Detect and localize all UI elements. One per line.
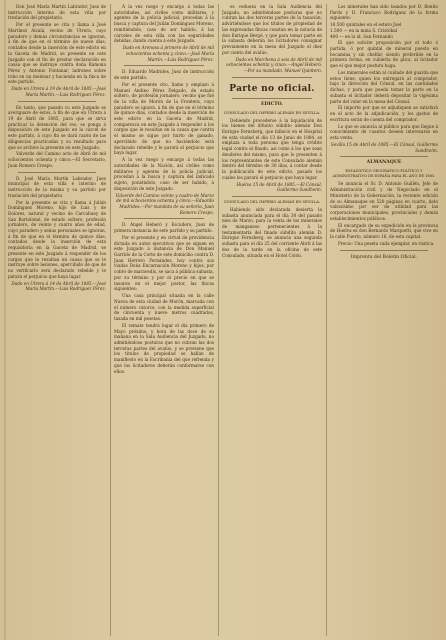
paragraph: Por la presente se cita y llama á Julián Domínguez Moreno, hijo de Luis y de Dolores, natural y vecino de Carcabuey de San Bartolomé, de estado soltero, profesión jornalero, de veinte y cuatro años de edad, cuyo paradero y señas personales se ignoran, á fin de que en el término de quince días, contados desde la inserción de esta requisitoria en la Gaceta de Madrid, se presente en este Juzgado á responder de los cargos que le resultan en causa que se le instruye sobre lesiones, apercibido de que de no verificarlo será declarado rebelde y le parará el perjuicio que haya lugar. (8, 199, 106, 279)
paragraph: Debiendo procederse á la liquidación de los bienes del difunto súbdito alemán Don Enrique Fernsberg, que falleció en el Hospital de esta ciudad el día 13 de Junio de 1884, se emplaza á toda persona que tenga crédito legal contra el finado, así como á los que sean deudores del mismo, para que lo presenten á los representantes de este Consulado alemán dentro del término de 30 días, á contar desde la publicación de este edicto, pasado los cuales les parará el perjuicio que haya lugar. (222, 117, 322, 180)
notice-subtitle: CONSULADO DEL IMPERIO ALEMÁN EN SEVILLA. (223, 199, 321, 204)
column-4 (330, 4, 438, 636)
paragraph: Á la vez ruego y encargo á todas las autoridades de la Nación, así civiles como militares y agentes de la policía judicial, procedan á la busca y captura del indicado sujeto, poniéndolo, caso de ser habido, á disposición de este Juzgado. (114, 157, 214, 191)
divider (124, 218, 204, 219)
notice-title: EDICTO. (260, 101, 284, 107)
column-2 (114, 4, 214, 636)
divider (124, 65, 204, 66)
signature: Dado en Marchena á seis de Abril de mil ochocientos ochenta y cinco.—Ángel Heberó.—Por su mandado, Manuel Quintero. (226, 56, 322, 73)
paragraph: El que solicite proposición por el todo ó partida, ó por quintal de mineral puesto en bocamina y sin chelfar, siendo preferible en la primera forma, en cubierta de plica, al licitador que el que mejor postura haga. (330, 40, 438, 69)
paragraph: Una casa principal situada en la calle Nueva de esta ciudad de Morón, marcada con el número catorce, con la medida superficial de cincuenta y nueve metros cuadrados, tasada en mil pesetas. (114, 293, 214, 321)
paragraph: D. José María Martín Labrador, Juez municipal de esta villa é interino de instrucción de la misma y su partido por traslación del propietario. (8, 175, 106, 198)
divider (232, 98, 312, 99)
paragraph: Lo que se anuncia al público para que llegue á conocimiento de cuantos deseen interesarse en esta venta. (330, 123, 438, 141)
table-cell: 1.500 — en la mina S. Cristóbal (330, 28, 398, 34)
paragraph: Á la vez ruego y encargo á todas las autoridades, así civiles como militares, y agentes de la policía judicial, procedan á la busca y captura del Julián Domínguez Moreno, remitiéndolo, caso de ser habido, á las cárceles de esta villa con las seguridades debidas, dando cuenta á este Juzgado. (114, 4, 214, 44)
notice-subtitle: ESTADÍSTICO GEOGRÁFICO-POLÍTICO Y ADMINISTRATIVO DE ESPAÑA PARA EL AÑO DE 1885. (332, 169, 436, 179)
column-rule (218, 4, 219, 636)
table-cell: 18.500 quintales en el estero Juel (330, 22, 402, 28)
notice-subtitle: CONSULADO DEL IMPERIO ALEMÁN EN SEVILLA. (223, 110, 321, 115)
paragraph: El importe por que se adjudiquen se satisfará en el acto de la adjudicación, y los gastos de escritura serán de cuenta del comprador. (330, 105, 438, 122)
section-heading: Parte no oficial. (229, 83, 315, 94)
divider (232, 77, 312, 78)
page-fold (4, 0, 6, 640)
column-1 (8, 4, 106, 636)
paragraph: En tanto, que pasado cu este Juzgado se averiguare de estos, á fin de que en Utrera á 19 de Abril de 1885, para que se sirva practicar la detención del reo, se ponga á disposición de este Juzgado en la cárcel de este partido, á cuyo fin se dará razón de las diligencias practicadas y su resultado para que se archive la presente en este Juzgado. (8, 104, 106, 150)
paragraph: Habiendo sido declarada desierta la subasta anunciada para el día 30 del pasado mes de Marzo, para la venta de los minerales de manganeso pertenecientes á la testamentaría del finado súbdito alemán D. Enrique Fernsberg, se anuncia una segunda subasta para el día 25 del corriente Abril á las dos de la tarde en la oficina de este Consulado, situada en el Hotel Colón. (222, 206, 322, 258)
table-cell: 400 — en la id. San Fernando (330, 34, 393, 40)
signature: Dado en Utrera á 19 de Abril de 1885.—José María Martín.—Luis Rodríguez Pérez. (11, 86, 106, 97)
printer-imprint: Imprenta del Boletín Oficial. (350, 254, 418, 260)
column-rule (110, 4, 111, 636)
signature: Dado en Arenosa á primero de Abril de mil ochocientos ochenta y cinco.—José María Martín.—Luis Rodríguez Pérez. (122, 45, 214, 62)
column-3 (222, 4, 322, 636)
paragraph: Precio: Una peseta cada ejemplar, en rústica. (338, 240, 435, 246)
paragraph: D. Ángel Heberó y Escudero, Juez de primera instancia de este partido y su partido. (114, 222, 214, 234)
column-rule (326, 4, 327, 636)
divider (340, 250, 428, 251)
paragraph: El remate tendrá lugar el día primero de Mayo próximo, y hora de las doce de su mañana en la Sala Audiencia del Juzgado, no admitiéndose posturas que no cubran las dos terceras partes del avalúo, y se previene que los títulos de propiedad se hallan de manifiesto en la Escribanía del que refrenda y que los licitadores deberán conformarse con ellos. (114, 322, 214, 374)
paragraph: Por el presente cito, llamo y emplazo á Manuel Andino Pérez Delgado, de estado soltero, de profesión jornalero, vecino que fué de la villa de Morón de la Frontera, cuyo paradero se ignora, á fin de que en el término de quince días, contados desde la inserción de este edicto en la Gaceta de Madrid, comparezca en este Juzgado á responder á los cargos que le resultan en la causa que contra el mismo se sigue por hurto de ganado, apercibido de que no haciéndolo será declarado rebelde y le parará el perjuicio que haya lugar. (114, 81, 214, 156)
divider (232, 196, 312, 197)
paragraph: Don José María Martín Labrador, Juez de instrucción interino de esta villa por treslación del propietario. (8, 4, 106, 21)
section-heading: ALMANAQUE (366, 160, 402, 166)
paragraph: D. Eduardo Madrides, Juez de instrucción de este partido. (114, 69, 214, 80)
divider (18, 101, 96, 102)
paragraph: Se anuncia el Sr. D. Antonio Guillén, Jefe de Administración civil y de Negociado en el Ministerio de la Gobernación, la reciente edición de su Almanaque en 520 páginas en cuarto, dato valiosísimo por ser de utilidad para las corporaciones municipales, provinciales y demás establecimientos públicos. (330, 181, 438, 221)
paragraph: Los minerales han sido tasados por D. Benito Pardo y D. Francisco Rodríguez de la forma siguiente: (330, 4, 438, 21)
paragraph: Valverde del Camino acto de Abril de mil ochocientos ochenta y cinco.—El Secretario, Juan Romero Crespo. (8, 151, 106, 168)
signature: Sevilla 15 de Abril de 1885.—El Cónsul, Guillermo Sundheim. (330, 142, 438, 153)
paragraph: El encargado de su expedición en la provincia de Huelva es don Bernardo Marquetti, que vive en la calle Puerto, número 16, de esta capital. (330, 222, 438, 239)
paragraph: Por el presente y en virtud de providencia dictada en autos ejecutivos que se siguen en este Juzgado á instancia de Don Manuel Garrido de la Corte de este domicilio contra D. Juan Herrero Fernández, hoy contra sus viudas Doña Encarnación Moreno y hijos, por cobro de maravedís, se saca á pública subasta, por su término y por el precio en que se tasaron en el mejor postor, las fincas siguientes: (114, 234, 214, 292)
paragraph: Por el presente se cita y llama á José Martínez Alcalá, vecino de Utrera, cuyo paradero y demás circunstancias se ignoran, á fin de que en el término de nueve días, contados desde la inserción de este edicto en la Gaceta de Madrid, se presente en este Juzgado con el fin de prestar declaración en causa que se instruye contra doña Ramona Pérez y Antonio Fontanar, ladrones sobre robo en un melonar y hacienda en la finca de este partido. (8, 22, 106, 85)
signature: Huelva 15 de Abril de 1885.—El Cónsul, Guillermo Sundheim. (236, 181, 322, 193)
signature: Dado en Utrera á 14 de Abril de 1885.—José María Martín.—Luis Rodríguez Pérez. (11, 280, 106, 292)
divider (340, 156, 428, 157)
divider (18, 172, 96, 173)
paragraph: es cedueza en la Sala Audiencia del Juzgado, no admitiéndose posturas que no cubran las dos terceras partes de la tasación; advirtiéndose que los títulos de propiedad de las expresadas fincas constan en la notaría de don Enrique Bergé, y que para tomar parte en la subasta deberán los licitadores consignar previamente en la mesa del Juzgado el diez por ciento del avalúo. (222, 4, 322, 55)
paragraph: Los minerales están al cuidado del guarda que estos tiene, quien los entregará al comprador, bajo la dirección del Cónsul, en las cantidades dichas, y para que pueda tomar la parte en la subasta el licitador deberá depositar la vigésima parte del valor en la mesa del Cónsul. (330, 70, 438, 104)
valuation-table (330, 22, 438, 40)
signature: Valverde del Camino veinte y cuatro de Marzo de mil ochocientos ochenta y cinco.—Eduardo Madrides.—Por mandato de su señoría, Juan Romero Crespo. (115, 192, 214, 215)
